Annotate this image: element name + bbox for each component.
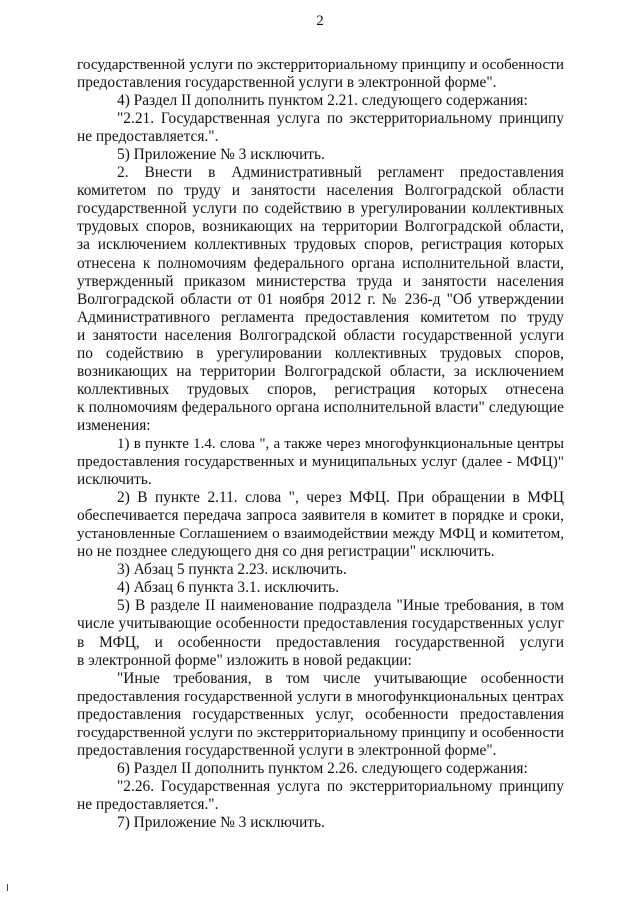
text-line: "Иные требования, в том числе учитывающие особенности bbox=[117, 669, 564, 687]
text-line: возникающих на территории Волгоградской области, за исключением bbox=[77, 362, 564, 380]
text-line: отнесена к полномочиям федерального органа исполнительной власти, bbox=[77, 254, 564, 272]
text-line: предоставления государственной услуги в электронной форме". bbox=[77, 74, 497, 92]
text-line: 5) В разделе II наименование подраздела "Иные требования, в том bbox=[117, 597, 564, 615]
text-line: 2. Внести в Административный регламент предоставления bbox=[117, 164, 564, 182]
text-line: к полномочиям федерального органа исполнительной власти" следующие bbox=[77, 398, 564, 416]
page-number: 2 bbox=[316, 13, 324, 29]
text-line: но не позднее следующего дня со дня регистрации" исключить. bbox=[77, 543, 495, 561]
text-line: государственной услуги по экстерриториальному принципу и особенности bbox=[77, 56, 564, 73]
text-line: Волгоградской области от 01 ноября 2012 г. № 236-д "Об утверждении bbox=[77, 290, 564, 308]
text-line: 4) Раздел II дополнить пунктом 2.21. следующего содержания: bbox=[117, 92, 528, 110]
text-line: коллективных трудовых споров, регистрация которых отнесена bbox=[77, 380, 564, 398]
text-line: государственной услуги по содействию в урегулировании коллективных bbox=[77, 200, 564, 218]
text-line: предоставления государственных и муниципальных услуг (далее - МФЦ)" bbox=[77, 453, 564, 471]
text-line: и занятости населения Волгоградской области государственной услуги bbox=[77, 326, 564, 344]
text-line: по содействию в урегулировании коллективных трудовых споров, bbox=[77, 344, 564, 362]
text-line: 7) Приложение № 3 исключить. bbox=[117, 813, 325, 831]
text-line: Административного регламента предоставления комитетом по труду bbox=[77, 308, 564, 326]
text-line: установленные Соглашением о взаимодействии между МФЦ и комитетом, bbox=[77, 525, 564, 543]
text-line: 3) Абзац 5 пункта 2.23. исключить. bbox=[117, 561, 347, 579]
text-line: комитетом по труду и занятости населения Волгоградской области bbox=[77, 182, 564, 200]
text-line: в электронной форме" изложить в новой редакции: bbox=[77, 651, 412, 669]
text-line: предоставления государственных услуг, особенности предоставления bbox=[77, 705, 564, 723]
text-line: "2.26. Государственная услуга по экстерриториальному принципу bbox=[117, 777, 564, 795]
text-line: 5) Приложение № 3 исключить. bbox=[117, 146, 325, 164]
text-line: 1) в пункте 1.4. слова ", а также через многофункциональные центры bbox=[117, 435, 564, 452]
text-line: "2.21. Государственная услуга по экстерриториальному принципу bbox=[117, 110, 564, 128]
scan-margin-mark bbox=[7, 884, 8, 891]
text-line: не предоставляется.". bbox=[77, 795, 219, 813]
text-line: предоставления государственной услуги в электронной форме". bbox=[77, 741, 497, 759]
text-line: государственной услуги по экстерриториальному принципу и особенности bbox=[77, 723, 564, 741]
text-line: не предоставляется.". bbox=[77, 128, 219, 146]
text-line: в МФЦ, и особенности предоставления государственной услуги bbox=[77, 633, 564, 651]
text-line: исключить. bbox=[77, 471, 152, 489]
text-line: 6) Раздел II дополнить пунктом 2.26. следующего содержания: bbox=[117, 759, 528, 777]
text-line: за исключением коллективных трудовых споров, регистрация которых bbox=[77, 236, 564, 254]
text-line: предоставления государственной услуги в многофункциональных центрах bbox=[77, 687, 564, 705]
text-line: 2) В пункте 2.11. слова ", через МФЦ. При обращении в МФЦ bbox=[117, 489, 564, 507]
text-line: изменения: bbox=[77, 416, 151, 434]
document-body bbox=[77, 56, 564, 832]
text-line: 4) Абзац 6 пункта 3.1. исключить. bbox=[117, 579, 340, 597]
text-line: обеспечивается передача запроса заявителя в комитет в порядке и сроки, bbox=[77, 507, 564, 525]
text-line: числе учитывающие особенности предоставления государственных услуг bbox=[77, 615, 564, 633]
text-line: трудовых споров, возникающих на территории Волгоградской области, bbox=[77, 218, 564, 236]
text-line: утвержденный приказом министерства труда и занятости населения bbox=[77, 272, 564, 290]
